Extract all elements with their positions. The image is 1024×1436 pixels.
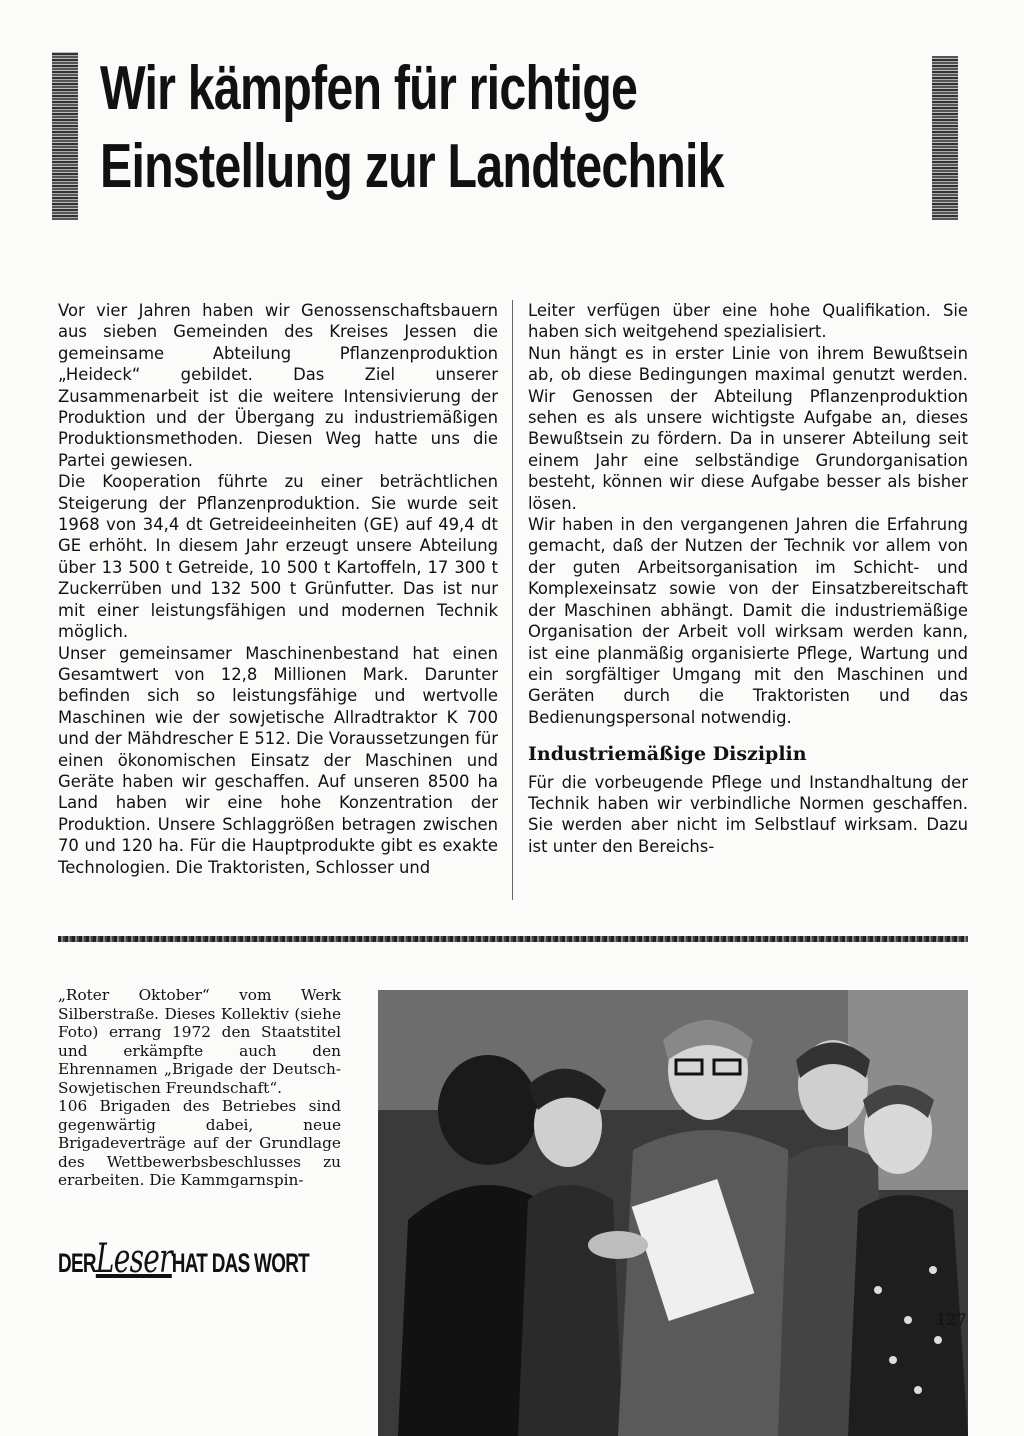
article-title xyxy=(100,50,747,206)
paragraph: Nun hängt es in erster Linie von ihrem Bewußtsein ab, ob diese Bedingungen maximal genutzt werden. Wir Genossen der Abteilung Pflanzenproduktion sehen es als unsere wichtigste Aufgabe an, dieses Bewußtsein zu fördern. Da in unserer Abteilung seit einem Jahr eine selbständige Grundorganisation besteht, können wir diese Aufgabe besser als bisher lösen. xyxy=(528,343,968,513)
decorative-bar-left xyxy=(52,52,78,220)
paragraph: Die Kooperation führte zu einer beträchtlichen Steigerung der Pflanzenproduktion. Sie wurde seit 1968 von 34,4 dt Getreideeinheiten (GE) auf 49,4 dt GE erhöht. In diesem Jahr erzeugt unsere Abteilung über 13 500 t Getreide, 10 500 t Kartoffeln, 17 300 t Zuckerrüben und 132 500 t Grünfutter. Das ist nur mit einer leistungsfähigen und modernen Technik möglich. xyxy=(58,472,498,642)
paragraph: Leiter verfügen über eine hohe Qualifikation. Sie haben sich weitgehend spezialisiert. xyxy=(528,301,968,342)
reader-section-logo xyxy=(58,1236,309,1282)
subheading: Industriemäßige Disziplin xyxy=(528,743,807,766)
page-number: 127 xyxy=(936,1310,967,1329)
brigade-photo xyxy=(378,990,968,1436)
paragraph: Vor vier Jahren haben wir Genossenschaftsbauern aus sieben Gemeinden des Kreises Jessen die gemeinsame Abteilung Pflanzenproduktion „Heideck“ gebildet. Das Ziel unserer Zusammenarbeit ist die weitere Intensivierung der Produktion und der Übergang zu industriemäßigen Produktionsmethoden. Diesen Weg hatte uns die Partei gewiesen. xyxy=(58,301,498,470)
photo-illustration xyxy=(378,990,968,1436)
paragraph: Unser gemeinsamer Maschinenbestand hat einen Gesamtwert von 12,8 Millionen Mark. Darunter befinden sich so leistungsfähige und wertvolle Maschinen wie der sowjetische Allradtraktor K 700 und der Mähdrescher E 512. Die Voraussetzungen für einen ökonomischen Einsatz der Maschinen und Geräte haben wir geschaffen. Auf unseren 8500 ha Land haben wir eine hohe Konzentration der Produktion. Unsere Schlaggrößen betragen zwischen 70 und 120 ha. Für die Hauptprodukte gibt es exakte Technologien. Die Traktoristen, Schlosser und xyxy=(58,643,498,877)
paragraph: Wir haben in den vergangenen Jahren die Erfahrung gemacht, daß der Nutzen der Technik vor allem von der guten Arbeitsorganisation im Schicht- und Komplexeinsatz sowie von der Einsatzbereitschaft der Maschinen abhängt. Damit die industriemäßige Organisation der Arbeit voll wirksam werden kann, ist eine planmäßig organisierte Pflege, Wartung und ein sorgfältiger Umgang mit den Maschinen und Geräten durch die Traktoristen und das Bedienungspersonal notwendig. xyxy=(528,515,968,727)
title-line-2: Einstellung zur Landtechnik xyxy=(100,132,724,201)
logo-part-der: DER xyxy=(58,1248,96,1278)
logo-part-hat-das-wort: HAT DAS WORT xyxy=(171,1248,309,1278)
right-column xyxy=(528,300,968,857)
photo-caption xyxy=(58,986,341,1190)
caption-paragraph: „Roter Oktober“ vom Werk Silberstraße. Dieses Kollektiv (siehe Foto) errang 1972 den Staatstitel und erkämpfte auch den Ehrennamen „Brigade der Deutsch-Sowjetischen Freundschaft“. xyxy=(58,986,341,1097)
paragraph: Für die vorbeugende Pflege und Instandhaltung der Technik haben wir verbindliche Normen geschaffen. Sie werden aber nicht im Selbstlauf wirksam. Dazu ist unter den Bereichs- xyxy=(528,772,968,856)
left-column xyxy=(58,300,498,878)
caption-paragraph: 106 Brigaden des Betriebes sind gegenwärtig dabei, neue Brigadeverträge auf der Grundlage des Wettbewerbsbeschlusses zu erarbeiten. Die Kammgarnspin- xyxy=(58,1097,341,1189)
title-line-1: Wir kämpfen für richtige xyxy=(100,54,638,123)
decorative-bar-right xyxy=(932,56,958,220)
column-divider xyxy=(512,300,513,900)
separator-rule xyxy=(58,936,968,942)
logo-script-leser: Leser xyxy=(95,1236,172,1282)
